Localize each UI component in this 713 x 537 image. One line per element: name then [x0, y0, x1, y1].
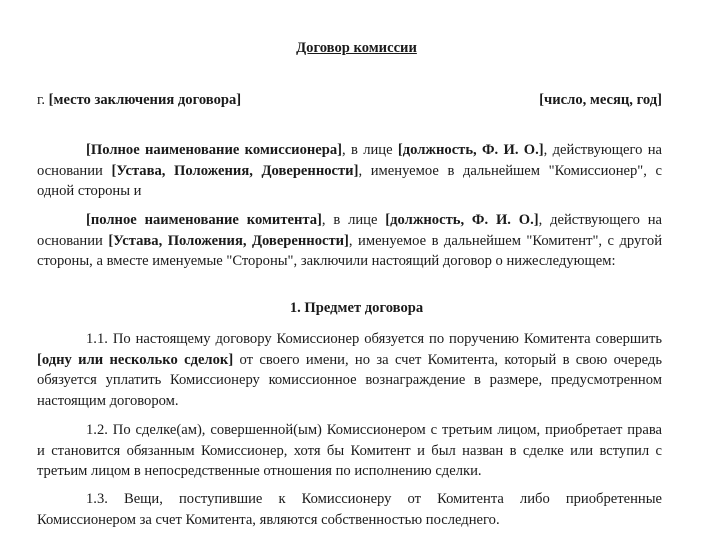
place-block [37, 92, 241, 109]
text-segment: , в лице [342, 142, 398, 158]
text-segment: , именуемое в дальнейшем "Комитент", с другой стороны, а вместе именуемые "Стороны", заключили настоящий договор о нижеследующем: [37, 232, 663, 269]
commissioner-basis-placeholder: [Устава, Положения, Доверенности] [111, 162, 359, 179]
text-segment: , действующего на основании [37, 212, 662, 249]
document-title: Договор комиссии [296, 40, 417, 56]
text-segment: , в лице [321, 212, 386, 228]
place-prefix: г. [37, 92, 49, 108]
commissioner-position-placeholder: [должность, Ф. И. О.] [397, 142, 544, 158]
text-segment: , именуемое в дальнейшем "Комиссионер", с одной стороны и [37, 162, 663, 199]
clause-1-2: 1.2. По сделке(ам), совершенной(ым) Комиссионером с третьим лицом, приобретает права и становится обязанным Комиссионер, хотя бы Комитент и был назван в сделке или вступил с третьим лицом в непосредственные отношения по исполнению сделки. [37, 422, 662, 479]
place-placeholder: [место заключения договора] [48, 92, 242, 108]
party-commissioner-paragraph [37, 140, 662, 202]
principal-basis-placeholder: [Устава, Положения, Доверенности] [108, 232, 349, 249]
party-principal-paragraph [37, 210, 662, 272]
text-segment: 1.1. По настоящему договору Комиссионер обязуется по поручению Комитента совершить [86, 331, 662, 347]
clause-1-1 [37, 329, 662, 411]
commissioner-name-placeholder: [Полное наименование комиссионера] [86, 142, 343, 158]
clause-1-3: 1.3. Вещи, поступившие к Комиссионеру от Комитента либо приобретенные Комиссионером за счет Комитента, являются собственностью последнего. [37, 491, 662, 528]
principal-name-placeholder: [полное наименование комитента] [86, 212, 322, 228]
text-segment: , действующего на основании [37, 142, 662, 179]
deals-placeholder: [одну или несколько сделок] [37, 351, 234, 368]
section-heading: 1. Предмет договора [289, 300, 424, 316]
place-date-row [37, 92, 662, 109]
date-placeholder: [число, месяц, год] [539, 92, 662, 108]
text-segment: от своего имени, но за счет Комитента, который в свою очередь обязуется уплатить Комиссионеру комиссионное вознаграждение в размере, предусмотренном настоящим договором. [37, 351, 663, 409]
principal-position-placeholder: [должность, Ф. И. О.] [385, 212, 539, 228]
